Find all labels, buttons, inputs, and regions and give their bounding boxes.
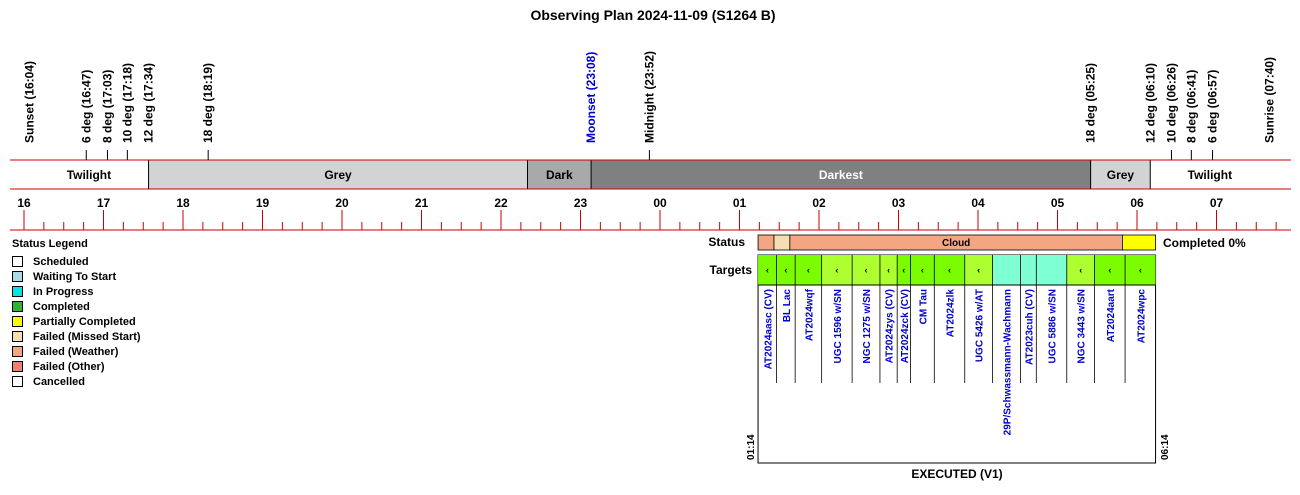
- band-label-4: Grey: [1106, 168, 1135, 182]
- target-mark-15: ‹: [1138, 265, 1142, 275]
- status-segment-0: [758, 235, 774, 250]
- night-bands: [29, 160, 1269, 189]
- targets-panel: [758, 255, 1156, 463]
- hour-label-12: 04: [971, 196, 985, 210]
- target-mark-4: ‹: [864, 265, 868, 275]
- hour-label-1: 17: [96, 196, 111, 210]
- legend-label-1: Waiting To Start: [33, 270, 117, 283]
- target-name-7: CM Tau: [918, 289, 930, 325]
- hour-label-6: 22: [494, 196, 508, 210]
- legend-item-6: [12, 345, 118, 358]
- targets-row-label: Targets: [709, 263, 752, 277]
- band-label-2: Dark: [545, 168, 573, 182]
- target-mark-9: ‹: [977, 265, 981, 275]
- event-label-12: 6 deg (06:57): [1205, 69, 1220, 143]
- hour-label-13: 05: [1050, 196, 1065, 210]
- band-label-1: Grey: [324, 168, 352, 182]
- target-name-10: 29P/Schwassmann-Wachmann: [1002, 289, 1014, 436]
- target-name-12: UGC 5886 w/SN: [1047, 289, 1059, 364]
- legend-item-3: [12, 300, 90, 313]
- legend-label-6: Failed (Weather): [33, 345, 119, 358]
- end-time-label: 06:14: [1160, 434, 1171, 460]
- legend-swatch-6: [12, 346, 23, 357]
- legend-item-7: [12, 360, 105, 373]
- status-row-label: Status: [708, 235, 745, 249]
- legend-item-5: [12, 330, 141, 343]
- target-name-1: BL Lac: [781, 289, 793, 323]
- event-label-1: 6 deg (16:47): [79, 69, 94, 143]
- event-label-3: 10 deg (17:18): [120, 62, 135, 143]
- targets-frame: [758, 255, 1156, 463]
- status-bar: [758, 235, 1156, 250]
- start-time-label: 01:14: [746, 434, 757, 460]
- target-mark-3: ‹: [835, 265, 839, 275]
- legend-item-2: [12, 285, 94, 298]
- event-label-10: 10 deg (06:26): [1164, 62, 1179, 143]
- target-block-11: [1020, 255, 1036, 285]
- target-mark-6: ‹: [902, 265, 906, 275]
- hour-label-11: 03: [891, 196, 906, 210]
- target-name-4: NGC 1275 w/SN: [862, 289, 874, 364]
- hour-label-3: 19: [255, 196, 270, 210]
- hour-label-8: 00: [653, 196, 667, 210]
- event-label-5: 18 deg (18:19): [201, 62, 216, 143]
- legend-swatch-5: [12, 331, 23, 342]
- event-label-0: Sunset (16:04): [22, 60, 37, 143]
- target-mark-8: ‹: [948, 265, 952, 275]
- target-name-13: NGC 3443 w/SN: [1076, 289, 1088, 364]
- hour-label-10: 02: [812, 196, 826, 210]
- target-name-6: AT2024zck (CV): [899, 289, 911, 364]
- hour-label-14: 06: [1130, 196, 1144, 210]
- event-label-2: 8 deg (17:03): [100, 69, 115, 143]
- target-name-5: AT2024zys (CV): [884, 289, 896, 364]
- legend-swatch-3: [12, 301, 23, 312]
- hour-axis: [17, 196, 1276, 230]
- event-label-13: Sunrise (07:40): [1262, 56, 1277, 143]
- legend-swatch-8: [12, 376, 23, 387]
- target-name-2: AT2024wqf: [804, 289, 816, 342]
- target-mark-1: ‹: [784, 265, 788, 275]
- event-label-7: Midnight (23:52): [642, 51, 657, 143]
- event-label-9: 12 deg (06:10): [1143, 62, 1158, 143]
- executed-caption: EXECUTED (V1): [911, 467, 1003, 481]
- legend-label-8: Cancelled: [33, 375, 85, 388]
- band-label-0: Twilight: [66, 168, 112, 182]
- hour-label-15: 07: [1209, 196, 1224, 210]
- target-mark-13: ‹: [1079, 265, 1083, 275]
- target-name-8: AT2024zlk: [945, 289, 957, 338]
- status-legend-title: Status Legend: [12, 238, 88, 250]
- target-mark-7: ‹: [920, 265, 924, 275]
- legend-item-8: [12, 375, 85, 388]
- target-name-11: AT2023cuh (CV): [1024, 289, 1036, 365]
- legend-item-1: [12, 270, 116, 283]
- plan-title: Observing Plan 2024-11-09 (S1264 B): [530, 7, 776, 23]
- legend-label-2: In Progress: [33, 285, 94, 298]
- status-segment-label-2: Cloud: [941, 238, 971, 249]
- legend-swatch-4: [12, 316, 23, 327]
- target-name-15: AT2024wpc: [1136, 289, 1148, 344]
- target-name-9: UGC 5426 w/AT: [974, 289, 986, 363]
- band-label-5: Twilight: [1187, 168, 1233, 182]
- status-segment-1: [774, 235, 790, 250]
- completed-percent: Completed 0%: [1163, 236, 1246, 250]
- event-label-6: Moonset (23:08): [584, 51, 599, 143]
- event-label-4: 12 deg (17:34): [141, 62, 156, 143]
- target-mark-5: ‹: [887, 265, 891, 275]
- legend-label-5: Failed (Missed Start): [33, 330, 141, 343]
- target-name-3: UGC 1596 w/SN: [832, 289, 844, 364]
- event-label-11: 8 deg (06:41): [1184, 69, 1199, 143]
- band-label-3: Darkest: [818, 168, 863, 182]
- hour-label-2: 18: [176, 196, 190, 210]
- target-mark-0: ‹: [765, 265, 769, 275]
- target-name-0: AT2024aasc (CV): [763, 289, 775, 370]
- legend-item-4: [12, 315, 136, 328]
- legend-label-7: Failed (Other): [33, 360, 105, 373]
- legend-label-0: Scheduled: [33, 255, 89, 268]
- legend-swatch-7: [12, 361, 23, 372]
- target-block-12: [1036, 255, 1066, 285]
- legend-item-0: [12, 255, 89, 268]
- legend-swatch-0: [12, 256, 23, 267]
- target-block-10: [993, 255, 1021, 285]
- hour-label-9: 01: [732, 196, 747, 210]
- target-mark-2: ‹: [806, 265, 810, 275]
- hour-label-7: 23: [573, 196, 588, 210]
- target-mark-14: ‹: [1108, 265, 1112, 275]
- event-label-8: 18 deg (05:25): [1083, 62, 1098, 143]
- legend-label-4: Partially Completed: [33, 315, 136, 328]
- legend-label-3: Completed: [33, 300, 90, 313]
- legend-swatch-2: [12, 286, 23, 297]
- hour-label-0: 16: [17, 196, 31, 210]
- legend-swatch-1: [12, 271, 23, 282]
- hour-label-5: 21: [414, 196, 429, 210]
- target-name-14: AT2024aart: [1105, 289, 1117, 343]
- hour-label-4: 20: [335, 196, 349, 210]
- event-labels: [22, 51, 1276, 160]
- status-segment-3: [1122, 235, 1155, 250]
